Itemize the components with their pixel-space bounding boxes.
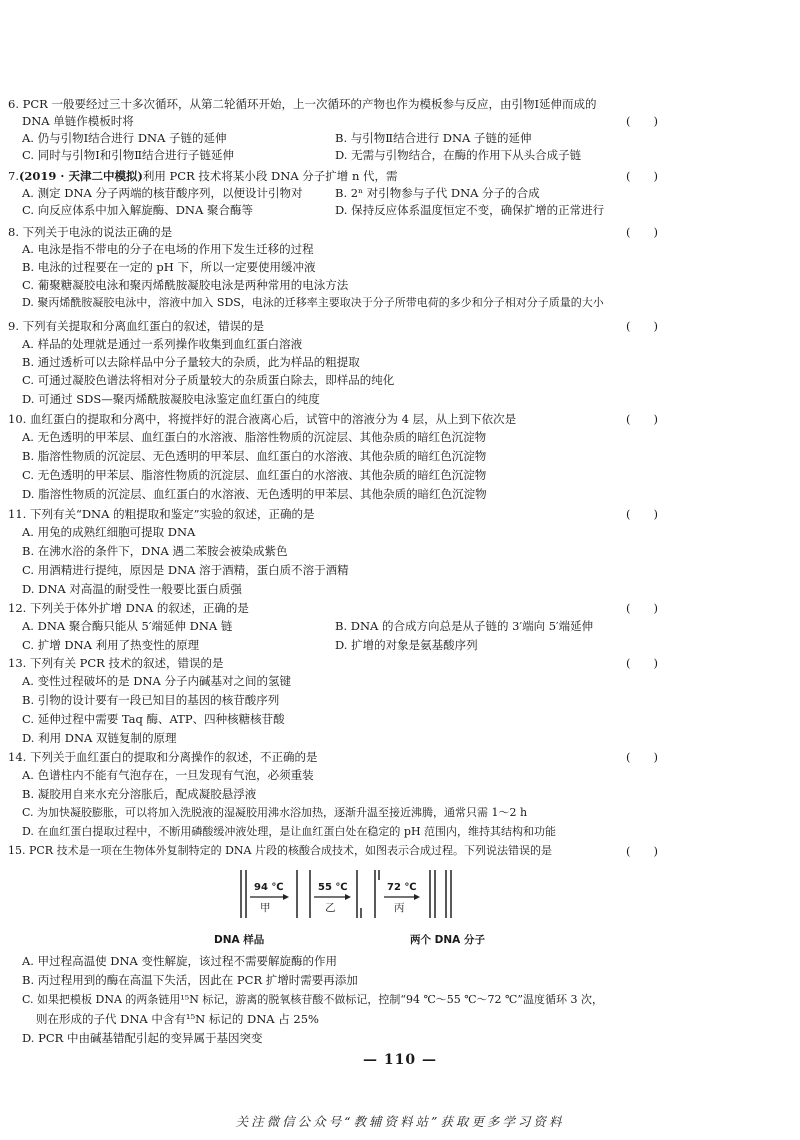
q13-option-d: D. 利用 DNA 双链复制的原理 [22, 731, 177, 745]
q14-option-c: C. 为加快凝胶膨胀，可以将加入洗脱液的湿凝胶用沸水浴加热，逐渐升温至接近沸腾，通常只需 1～2 h [22, 806, 528, 819]
q13-option-a: A. 变性过程破坏的是 DNA 分子内碱基对之间的氢键 [22, 674, 292, 688]
q6-answer-paren: ( ) [626, 114, 658, 128]
q13-stem: 13. 下列有关 PCR 技术的叙述，错误的是 [8, 656, 224, 670]
q8-option-c: C. 葡聚糖凝胶电泳和聚丙烯酰胺凝胶电泳是两种常用的电泳方法 [22, 278, 349, 292]
q14-answer-paren: ( ) [626, 750, 658, 764]
dna-sample-label: DNA 样品 [214, 934, 265, 946]
q11-option-c: C. 用酒精进行提纯，原因是 DNA 溶于酒精，蛋白质不溶于酒精 [22, 563, 349, 577]
q15-answer-paren: ( ) [626, 844, 658, 858]
q8-answer-paren: ( ) [626, 225, 658, 239]
q9-option-c: C. 可通过凝胶色谱法将相对分子质量较大的杂质蛋白除去，即样品的纯化 [22, 373, 395, 387]
step1-label: 甲 [260, 902, 271, 914]
step3-label: 丙 [394, 902, 405, 914]
q6-option-b: B. 与引物Ⅱ结合进行 DNA 子链的延伸 [335, 131, 532, 145]
q15-option-a: A. 甲过程高温使 DNA 变性解旋，该过程不需要解旋酶的作用 [22, 954, 338, 968]
q7-option-b: B. 2ⁿ 对引物参与子代 DNA 分子的合成 [335, 186, 540, 200]
q6-stem-line2: DNA 单链作模板时将 [22, 114, 134, 128]
two-dna-molecules-label: 两个 DNA 分子 [410, 934, 485, 946]
q6-stem-line1: 6. PCR 一般要经过三十多次循环，从第二轮循环开始，上一次循环的产物也作为模板参与反应，由引物Ⅰ延伸而成的 [8, 97, 597, 111]
q12-stem: 12. 下列关于体外扩增 DNA 的叙述，正确的是 [8, 601, 249, 615]
q10-option-c: C. 无色透明的甲苯层、脂溶性物质的沉淀层、血红蛋白的水溶液、其他杂质的暗红色沉淀物 [22, 468, 487, 482]
q7-option-d: D. 保持反应体系温度恒定不变，确保扩增的正常进行 [335, 203, 605, 217]
q12-option-d: D. 扩增的对象是氨基酸序列 [335, 638, 478, 652]
q7-option-c: C. 向反应体系中加入解旋酶、DNA 聚合酶等 [22, 203, 253, 217]
q15-stem: 15. PCR 技术是一项在生物体外复制特定的 DNA 片段的核酸合成技术，如图表示合成过程。下列说法错误的是 [8, 844, 552, 857]
q10-answer-paren: ( ) [626, 412, 658, 426]
q6-option-d: D. 无需与引物结合，在酶的作用下从头合成子链 [335, 148, 582, 162]
q9-option-d: D. 可通过 SDS—聚丙烯酰胺凝胶电泳鉴定血红蛋白的纯度 [22, 392, 320, 406]
q9-answer-paren: ( ) [626, 319, 658, 333]
q7-number: 7. [8, 169, 19, 183]
arrow-extend-head [414, 894, 420, 900]
pcr-process-diagram [238, 868, 468, 940]
page-number: — 110 — [363, 1052, 437, 1068]
q13-option-c: C. 延伸过程中需要 Taq 酶、ATP、四种核糖核苷酸 [22, 712, 285, 726]
q14-stem: 14. 下列关于血红蛋白的提取和分离操作的叙述，不正确的是 [8, 750, 318, 764]
q12-option-a: A. DNA 聚合酶只能从 5′端延伸 DNA 链 [22, 619, 233, 633]
q12-option-c: C. 扩增 DNA 利用了热变性的原理 [22, 638, 200, 652]
q14-option-b: B. 凝胶用自来水充分溶胀后，配成凝胶悬浮液 [22, 787, 257, 801]
q7-option-a: A. 测定 DNA 分子两端的核苷酸序列，以便设计引物对 [22, 186, 303, 200]
q12-answer-paren: ( ) [626, 601, 658, 615]
q14-option-a: A. 色谱柱内不能有气泡存在，一旦发现有气泡，必须重装 [22, 768, 314, 782]
q6-option-c: C. 同时与引物Ⅰ和引物Ⅱ结合进行子链延伸 [22, 148, 235, 162]
q8-stem: 8. 下列关于电泳的说法正确的是 [8, 225, 173, 239]
q8-option-d: D. 聚丙烯酰胺凝胶电泳中，溶液中加入 SDS，电泳的迁移率主要取决于分子所带电荷的多少和分子相对分子质量的大小 [22, 296, 604, 309]
q15-option-b: B. 丙过程用到的酶在高温下失活，因此在 PCR 扩增时需要再添加 [22, 973, 358, 987]
step2-label: 乙 [325, 902, 336, 914]
q9-stem: 9. 下列有关提取和分离血红蛋白的叙述，错误的是 [8, 319, 265, 333]
q7-stem [8, 169, 398, 183]
q11-option-b: B. 在沸水浴的条件下，DNA 遇二苯胺会被染成紫色 [22, 544, 288, 558]
q10-option-a: A. 无色透明的甲苯层、血红蛋白的水溶液、脂溶性物质的沉淀层、其他杂质的暗红色沉淀物 [22, 430, 487, 444]
q11-answer-paren: ( ) [626, 507, 658, 521]
q15-option-c-line1: C. 如果把模板 DNA 的两条链用¹⁵N 标记，游离的脱氧核苷酸不做标记，控制“94 ℃～55 ℃～72 ℃”温度循环 3 次， [22, 993, 603, 1006]
q7-answer-paren: ( ) [626, 169, 658, 183]
step3-temperature: 72 ℃ [387, 882, 417, 893]
pcr-diagram-svg [238, 868, 468, 920]
q13-answer-paren: ( ) [626, 656, 658, 670]
q7-source-tag: (2019 · 天津二中模拟) [18, 169, 143, 183]
q15-option-d: D. PCR 中由碱基错配引起的变异属于基因突变 [22, 1031, 263, 1045]
q13-option-b: B. 引物的设计要有一段已知目的基因的核苷酸序列 [22, 693, 280, 707]
q7-stem-text: 利用 PCR 技术将某小段 DNA 分子扩增 n 代，需 [142, 169, 398, 183]
q8-option-b: B. 电泳的过程要在一定的 pH 下，所以一定要使用缓冲液 [22, 260, 316, 274]
watermark-note: 关注微信公众号“教辅资料站”获取更多学习资料 [235, 1114, 565, 1129]
q11-option-d: D. DNA 对高温的耐受性一般要比蛋白质强 [22, 582, 242, 596]
arrow-anneal-head [345, 894, 351, 900]
q10-option-d: D. 脂溶性物质的沉淀层、血红蛋白的水溶液、无色透明的甲苯层、其他杂质的暗红色沉淀物 [22, 487, 487, 501]
step1-temperature: 94 ℃ [254, 882, 284, 893]
q9-option-b: B. 通过透析可以去除样品中分子量较大的杂质，此为样品的粗提取 [22, 355, 360, 369]
q6-option-a: A. 仍与引物Ⅰ结合进行 DNA 子链的延伸 [22, 131, 227, 145]
q14-option-d: D. 在血红蛋白提取过程中，不断用磷酸缓冲液处理，是让血红蛋白处在稳定的 pH 范围内，维持其结构和功能 [22, 825, 557, 838]
q9-option-a: A. 样品的处理就是通过一系列操作收集到血红蛋白溶液 [22, 337, 303, 351]
q10-stem: 10. 血红蛋白的提取和分离中，将搅拌好的混合液离心后，试管中的溶液分为 4 层，从上到下依次是 [8, 412, 517, 426]
q8-option-a: A. 电泳是指不带电的分子在电场的作用下发生迁移的过程 [22, 242, 314, 256]
q11-stem: 11. 下列有关“DNA 的粗提取和鉴定”实验的叙述，正确的是 [8, 507, 315, 521]
step2-temperature: 55 ℃ [318, 882, 348, 893]
q11-option-a: A. 用兔的成熟红细胞可提取 DNA [22, 525, 196, 539]
arrow-denature-head [283, 894, 289, 900]
q10-option-b: B. 脂溶性物质的沉淀层、无色透明的甲苯层、血红蛋白的水溶液、其他杂质的暗红色沉淀物 [22, 449, 487, 463]
q12-option-b: B. DNA 的合成方向总是从子链的 3′端向 5′端延伸 [335, 619, 594, 633]
q15-option-c-line2: 则在形成的子代 DNA 中含有¹⁵N 标记的 DNA 占 25% [36, 1012, 319, 1026]
